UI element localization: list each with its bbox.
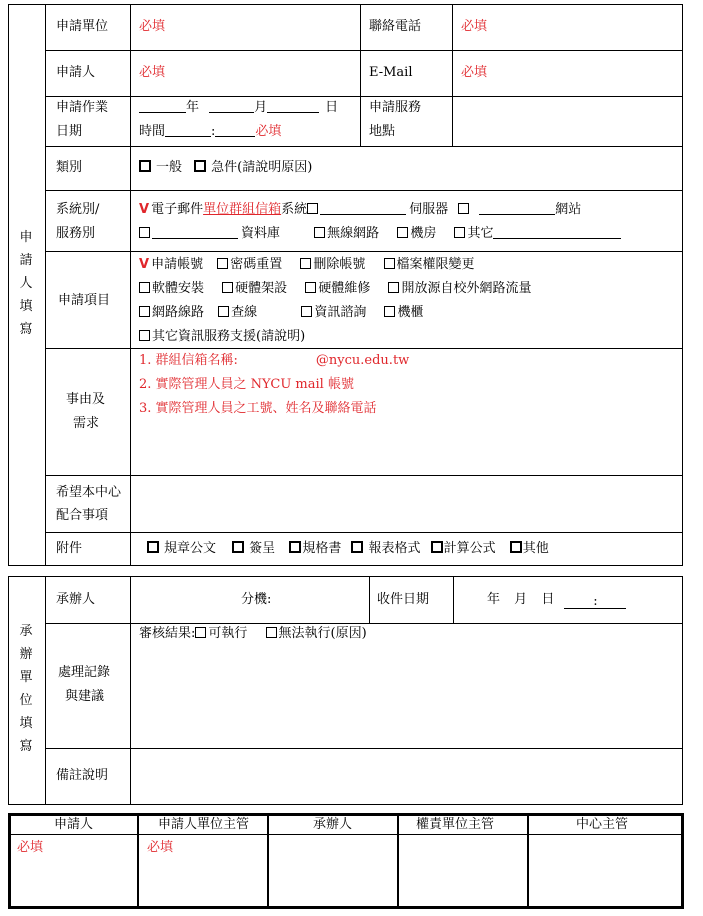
sig-field-applicant[interactable]	[11, 836, 137, 906]
system-row-1: V 電子郵件單位群組信箱系統 伺服器 網站	[139, 202, 582, 217]
unit-label: 申請單位	[56, 19, 109, 34]
category-urgent-checkbox[interactable]: 急件(請說明原因)	[194, 159, 312, 177]
phone-field[interactable]: 必填	[461, 19, 488, 34]
application-time-field[interactable]: 時間 : 必填	[139, 124, 282, 139]
sig-field-applicant-supervisor[interactable]	[139, 836, 267, 906]
unit-field[interactable]: 必填	[139, 19, 166, 34]
cooperation-label-line1: 希望本中心	[56, 485, 122, 500]
check-mark-icon: V	[139, 202, 150, 217]
sig-required-text: 必填	[17, 840, 44, 855]
reason-label-line2: 需求	[73, 416, 100, 431]
sig-header-handler: 承辦人	[313, 817, 353, 832]
reason-label-line1: 事由及	[66, 392, 106, 407]
sig-header-applicant: 申請人	[54, 817, 94, 832]
sig-field-responsible-supervisor[interactable]	[399, 836, 527, 906]
applicant-name-label: 申請人	[56, 65, 96, 80]
sig-header-center-director: 中心主管	[576, 817, 629, 832]
sig-field-center-director[interactable]	[529, 836, 681, 906]
attachment-petition-checkbox[interactable]: 簽呈	[232, 540, 275, 558]
item-file-permission-checkbox[interactable]: 檔案權限變更	[384, 256, 475, 274]
location-label-line2: 地點	[369, 124, 396, 139]
review-ok-checkbox[interactable]: 可執行	[195, 625, 247, 643]
system-machine-room-checkbox[interactable]: 機房	[397, 225, 436, 243]
date-label-line2: 日期	[56, 124, 83, 139]
system-website-checkbox[interactable]: 網站	[458, 201, 581, 219]
email-field[interactable]: 必填	[461, 65, 488, 80]
item-password-reset-checkbox[interactable]: 密碼重置	[217, 256, 282, 274]
attachment-formula-checkbox[interactable]: 計算公式	[431, 540, 496, 558]
received-date-field[interactable]: 年 月 日 :	[487, 591, 626, 609]
attachment-regulation-checkbox[interactable]: 規章公文	[147, 540, 216, 558]
item-it-consult-checkbox[interactable]: 資訊諮詢	[301, 304, 366, 322]
reason-line: 3. 實際管理人員之工號、姓名及聯絡電話	[139, 401, 377, 416]
items-label: 申請項目	[58, 293, 111, 308]
cooperation-label-line2: 配合事項	[56, 508, 109, 523]
record-label-line1: 處理記錄	[58, 665, 111, 680]
handler-section-title: 承辦單位填寫	[19, 624, 33, 754]
record-label-line2: 與建議	[65, 689, 105, 704]
sig-header-responsible-supervisor: 權責單位主管	[416, 817, 495, 832]
applicant-name-field[interactable]: 必填	[139, 65, 166, 80]
system-server-checkbox[interactable]: 伺服器	[307, 201, 448, 219]
extension-label: 分機:	[241, 592, 272, 607]
item-apply-account-checkbox[interactable]: V 申請帳號	[139, 257, 204, 272]
received-date-label: 收件日期	[377, 592, 430, 607]
attachment-spec-checkbox[interactable]: 規格書	[289, 540, 341, 558]
sig-header-applicant-supervisor: 申請人單位主管	[158, 817, 250, 832]
review-result: 審核結果: 可執行 無法執行(原因)	[139, 626, 367, 641]
reason-line: 1. 群組信箱名稱: @nycu.edu.tw	[139, 353, 410, 368]
system-wireless-checkbox[interactable]: 無線網路	[314, 225, 379, 243]
item-line-check-checkbox[interactable]: 查線	[218, 304, 257, 322]
item-cabinet-checkbox[interactable]: 機櫃	[384, 304, 423, 322]
application-date-field[interactable]: 年 月 日	[139, 99, 338, 117]
sig-required-text: 必填	[147, 840, 174, 855]
attachments-label: 附件	[56, 541, 83, 556]
system-label-line1: 系統別/	[56, 202, 100, 217]
review-fail-checkbox[interactable]: 無法執行(原因)	[266, 625, 367, 643]
sig-field-handler[interactable]	[269, 836, 397, 906]
date-label-line1: 申請作業	[56, 100, 109, 115]
item-software-install-checkbox[interactable]: 軟體安裝	[139, 280, 204, 298]
item-other-support-checkbox[interactable]: 其它資訊服務支援(請說明)	[139, 328, 305, 346]
phone-label: 聯絡電話	[369, 19, 422, 34]
system-label-line2: 服務別	[56, 226, 96, 241]
attachment-other-checkbox[interactable]: 其他	[510, 540, 549, 558]
attachment-report-format-checkbox[interactable]: 報表格式	[351, 540, 420, 558]
applicant-section-title: 申請人填寫	[19, 230, 33, 337]
item-hardware-setup-checkbox[interactable]: 硬體架設	[222, 280, 287, 298]
category-label: 類別	[56, 160, 83, 175]
note-label: 備註說明	[56, 768, 109, 783]
location-label-line1: 申請服務	[369, 100, 422, 115]
reason-line: 2. 實際管理人員之 NYCU mail 帳號	[139, 377, 354, 392]
system-other-checkbox[interactable]: 其它	[454, 225, 621, 243]
item-open-traffic-checkbox[interactable]: 開放源自校外網路流量	[388, 280, 531, 298]
system-database-checkbox[interactable]: 資料庫	[139, 225, 280, 243]
category-general-checkbox[interactable]: 一般	[139, 159, 182, 177]
handler-label: 承辦人	[56, 592, 96, 607]
item-network-line-checkbox[interactable]: 網路線路	[139, 304, 204, 322]
group-mailbox-text: 單位群組信箱	[203, 202, 282, 217]
item-hardware-repair-checkbox[interactable]: 硬體維修	[305, 280, 370, 298]
email-label: E-Mail	[369, 65, 413, 80]
item-delete-account-checkbox[interactable]: 刪除帳號	[300, 256, 365, 274]
